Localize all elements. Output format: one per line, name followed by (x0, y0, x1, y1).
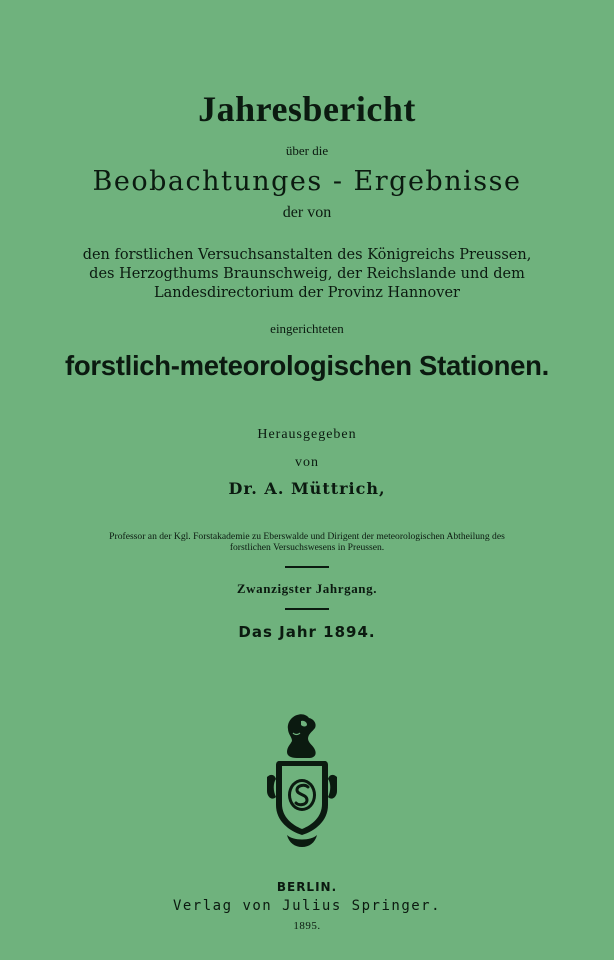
publication-year: 1895. (293, 920, 321, 932)
publisher-name: Verlag von Julius Springer. (172, 898, 442, 914)
document-title: Jahresbericht (198, 89, 416, 129)
publisher-city: BERLIN. (276, 880, 338, 894)
author-name: Dr. A. Müttrich, (228, 479, 386, 498)
divider-rule (285, 566, 329, 568)
author-description-line-2: forstlichen Versuchswesens in Preussen. (229, 542, 385, 553)
year-label: Das Jahr 1894. (238, 623, 376, 641)
stations-heading: forstlich-meteorologischen Stationen. (65, 350, 549, 381)
institution-line-3: Landesdirectorium der Provinz Hannover (154, 285, 460, 301)
herausgegeben-text: Herausgegeben (257, 427, 357, 442)
institution-line-2: des Herzogthums Braunschweig, der Reichslande und dem (89, 266, 525, 282)
over-text: über die (285, 143, 329, 158)
author-description-line-1: Professor an der Kgl. Forstakademie zu Eberswalde und Dirigent der meteorologischen Abtheilung des (109, 531, 505, 542)
document-subtitle: Beobachtunges - Ergebnisse (92, 166, 522, 197)
institution-line-1: den forstlichen Versuchsanstalten des Königreichs Preussen, (82, 247, 532, 263)
edition-text: Zwanzigster Jahrgang. (236, 581, 378, 596)
divider-rule (285, 608, 329, 610)
von-text: von (295, 455, 319, 470)
eingerichteten-text: eingerichteten (270, 321, 344, 336)
springer-horse-emblem-icon (257, 707, 347, 857)
der-von-text: der von (282, 204, 332, 221)
